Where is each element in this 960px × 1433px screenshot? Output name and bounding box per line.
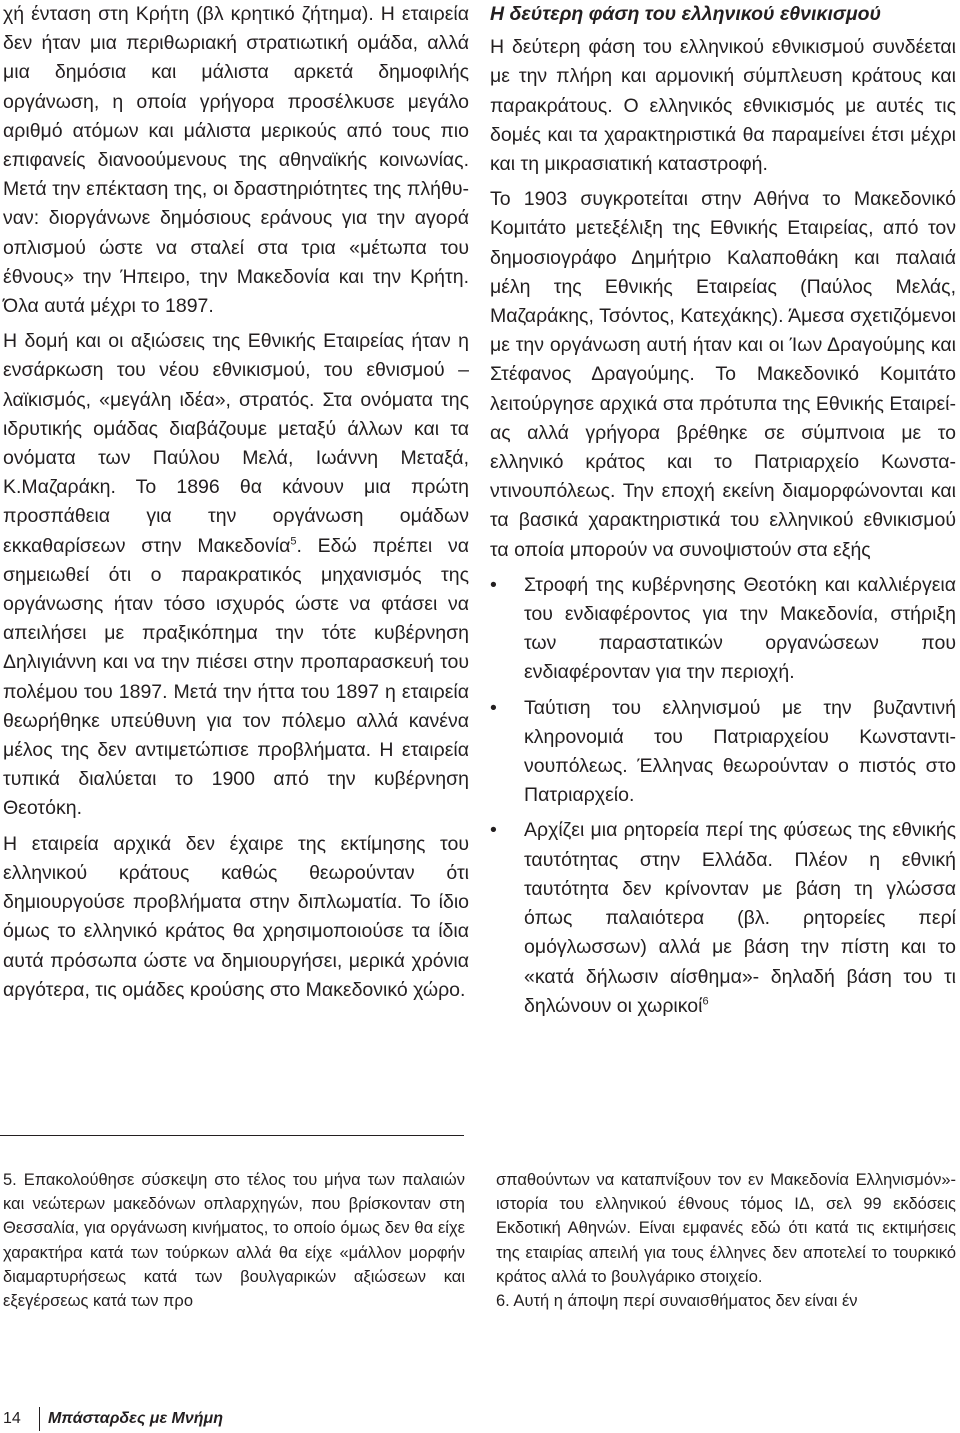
list-item-text: Ταύτιση του ελληνισμού με την βυζαντινή κληρονομιά του Πατριαρχείου Κωνσταντινουπόλεως. Έλληνας θεωρούνταν ο πιστός στο Πατριαρχείο. bbox=[524, 696, 956, 807]
footnote-reference[interactable]: 6 bbox=[702, 995, 709, 1008]
left-column bbox=[3, 0, 469, 1011]
footnote-5: 5. Επακολούθησε σύσκεψη στο τέλος του μήνα των παλαιών και νεώτερων μακεδόνων οπλαρχηγών, που βρίσκονταν στη Θεσσαλία, για οργάνωση κινήματος, το οποίο όμως δεν θα είχε χαρακτήρα κατά των τούρκων αλλά θα είχε «μάλλον μορφήν διαμαρτυρήσεως κατά των βουλγαρικών αξιώσεων και εξεγέρσεως κατά των προ bbox=[3, 1171, 465, 1311]
bullet-icon: • bbox=[490, 819, 497, 842]
body-paragraph: Το 1903 συγκροτείται στην Αθήνα το Μακεδονικό Κομιτάτο μετεξέλιξη της Εθνικής Εταιρείας, από τον δημοσιογράφο Δημήτριο Καλαποθάκη και παλαιά μέλη της Εθνικής Εταιρείας (Παύλος Μελάς, Μαζαράκης, Τσόντος, Κατεχάκης). Άμεσα σχετιζόμενοι με την οργάνωση αυτή ήταν και οι Ίων Δραγούμης και Στέφανος Δραγούμης. Το Μακεδονικό Κομιτάτο λειτούργησε αρχικά στα πρότυπα της Εθνικής Εταιρείας αλλά γρήγορα βρέθηκε σε σύμπνοια με το ελληνικό κράτος και το Πατριαρχείο Κωνσταντινουπόλεως. Την εποχή εκείνη διαμορφώνονται και τα βασικά χαρακτηριστικά του ελληνικού εθνικισμού τα οποία μπορούν να συνοψιστούν στα εξής bbox=[490, 188, 956, 561]
list-item bbox=[490, 571, 956, 688]
right-column bbox=[490, 0, 956, 1027]
body-paragraph: χή ένταση στη Κρήτη (βλ κρητικό ζήτημα). Η εταιρεία δεν ήταν μια περιθωριακή στρατιωτική ομάδα, αλλά μια δημόσια και μάλιστα αρκετά δημοφιλής οργάνωση, η οποία γρήγορα προσέλκυσε μεγάλο αριθμό ατόμων και μάλιστα μερικούς από τους πιο επιφανείς διανοούμενους της αθηναϊκής κοινωνίας. Μετά την επέκταση της, οι δραστηριότητες της πλήθυναν: διοργάνωνε δημόσιους εράνους για την αγορά οπλισμού ώστε να σταλεί στα τρια «μέτωπα του έθνους» την Ήπειρο, την Μακεδονία και την Κρήτη. Όλα αυτά μέχρι το 1897. bbox=[3, 3, 469, 318]
bullet-icon: • bbox=[490, 696, 497, 719]
section-heading: Η δεύτερη φάση του ελληνικού εθνικισμού bbox=[490, 3, 882, 25]
footnote-6: 6. Αυτή η άποψη περί συναισθήματος δεν είναι έν bbox=[496, 1292, 858, 1311]
body-paragraph: Η εταιρεία αρχικά δεν έχαιρε της εκτίμησης του ελληνικού κράτους καθώς θεωρούνταν ότι δημιουργούσε προβλήματα στην διπλωματία. Το ίδιο όμως το ελληνικό κράτος θα χρησιμοποιούσε τα ίδια αυτά πρόσωπα ώστε να δημιουργήσει, μερικά χρόνια αργότερα, τις ομάδες κρούσης στο Μακεδονικό χώρο. bbox=[3, 832, 469, 1001]
footnotes-right bbox=[496, 1168, 956, 1313]
list-item bbox=[490, 816, 956, 1020]
footnotes-left bbox=[3, 1168, 465, 1313]
list-item-text: Αρχίζει μια ρητορεία περί της φύσεως της εθνικής ταυτότητας στην Ελλάδα. Πλέον η εθνική ταυτότητα δεν κρίνονταν με βάση τη γλώσσα όπως παλαιότερα (βλ. ρητορείες περί ομόγλωσσων) αλλά με βάση την πίστη και το «κατά δήλωσιν αίσθημα»- δηλαδή βάση του τι δηλώνουν οι χωρικοί bbox=[524, 819, 956, 1017]
list-item-text: Στροφή της κυβέρνησης Θεοτόκη και καλλιέργεια του ενδιαφέροντος για την Μακεδονία, στήριξη των παραστατικών οργανώσεων που ενδιαφέρονταν για την περιοχή. bbox=[524, 573, 956, 684]
footer-divider bbox=[39, 1407, 40, 1431]
body-paragraph: Η δεύτερη φάση του ελληνικού εθνικισμού συνδέεται με την πλήρη και αρμονική σύμπλευση κράτους και παρακράτους. Ο ελληνικός εθνικισμός με αυτές τις δομές και τα χαρακτηριστικά θα παραμείνει έτσι μέχρι και τη μικρασιατική καταστροφή. bbox=[490, 36, 956, 176]
body-text: Η δομή και οι αξιώσεις της Εθνικής Εταιρείας ήταν η ενσάρκωση του νέου εθνικισμού, του εθνισμού –λαϊκισμός, «μεγάλη ιδέα», στρατός. Στα ονόματα της ιδρυτικής ομάδας διαβάζουμε μεταξύ άλλων και τα ονόματα των Παύλου Μελά, Ιωάννη Μεταξά, Κ.Μαζαράκη. Το 1896 θα κάνουν μια πρώτη προσπάθεια για την οργάνωση ομάδων εκκαθαρίσεων στην Μακεδονία bbox=[3, 330, 469, 557]
footnote-5-continued: σπαθούντων να καταπνίξουν τον εν Μακεδονία Ελληνισμόν»-ιστορία του ελληνικού έθνους τόμος ΙΔ, σελ 99 εκδόσεις Εκδοτική Αθηνών. Είναι εμφανές εδώ ότι κατά τις εκτιμήσεις της εταιρίας απειλή για τους έλληνες δεν αποτελεί το τουρκικό κράτος αλλά το βουλγάρικο στοιχείο. bbox=[496, 1171, 956, 1286]
page-footer bbox=[0, 1405, 223, 1433]
page-number: 14 bbox=[3, 1410, 21, 1427]
bullet-icon: • bbox=[490, 573, 497, 596]
footnote-divider bbox=[0, 1135, 464, 1136]
bullet-list bbox=[490, 571, 956, 1021]
body-text: . Εδώ πρέπει να σημειωθεί ότι ο παρακρατικός μηχανισμός της οργάνωσης ήταν τόσο ισχυρός ώστε να φτάσει να απειλήσει με πραξικόπημα την τότε κυβέρνηση Δηλιγιάννη και να την πιέσει στην προπαρασκευή του πολέμου του 1897. Μετά την ήττα του 1897 η εταιρεία θεωρήθηκε υπεύθυνη για τον πόλεμο αλλά κανένα μέλος της δεν αντιμετώπισε προβλήματα. Η εταιρεία τυπικά διαλύεται το 1900 από την κυβέρνηση Θεοτόκη. bbox=[3, 534, 469, 820]
body-paragraph bbox=[3, 327, 469, 823]
list-item bbox=[490, 694, 956, 811]
footnote-reference[interactable]: 5 bbox=[290, 535, 297, 548]
running-title: Μπάσταρδες με Μνήμη bbox=[48, 1410, 223, 1427]
